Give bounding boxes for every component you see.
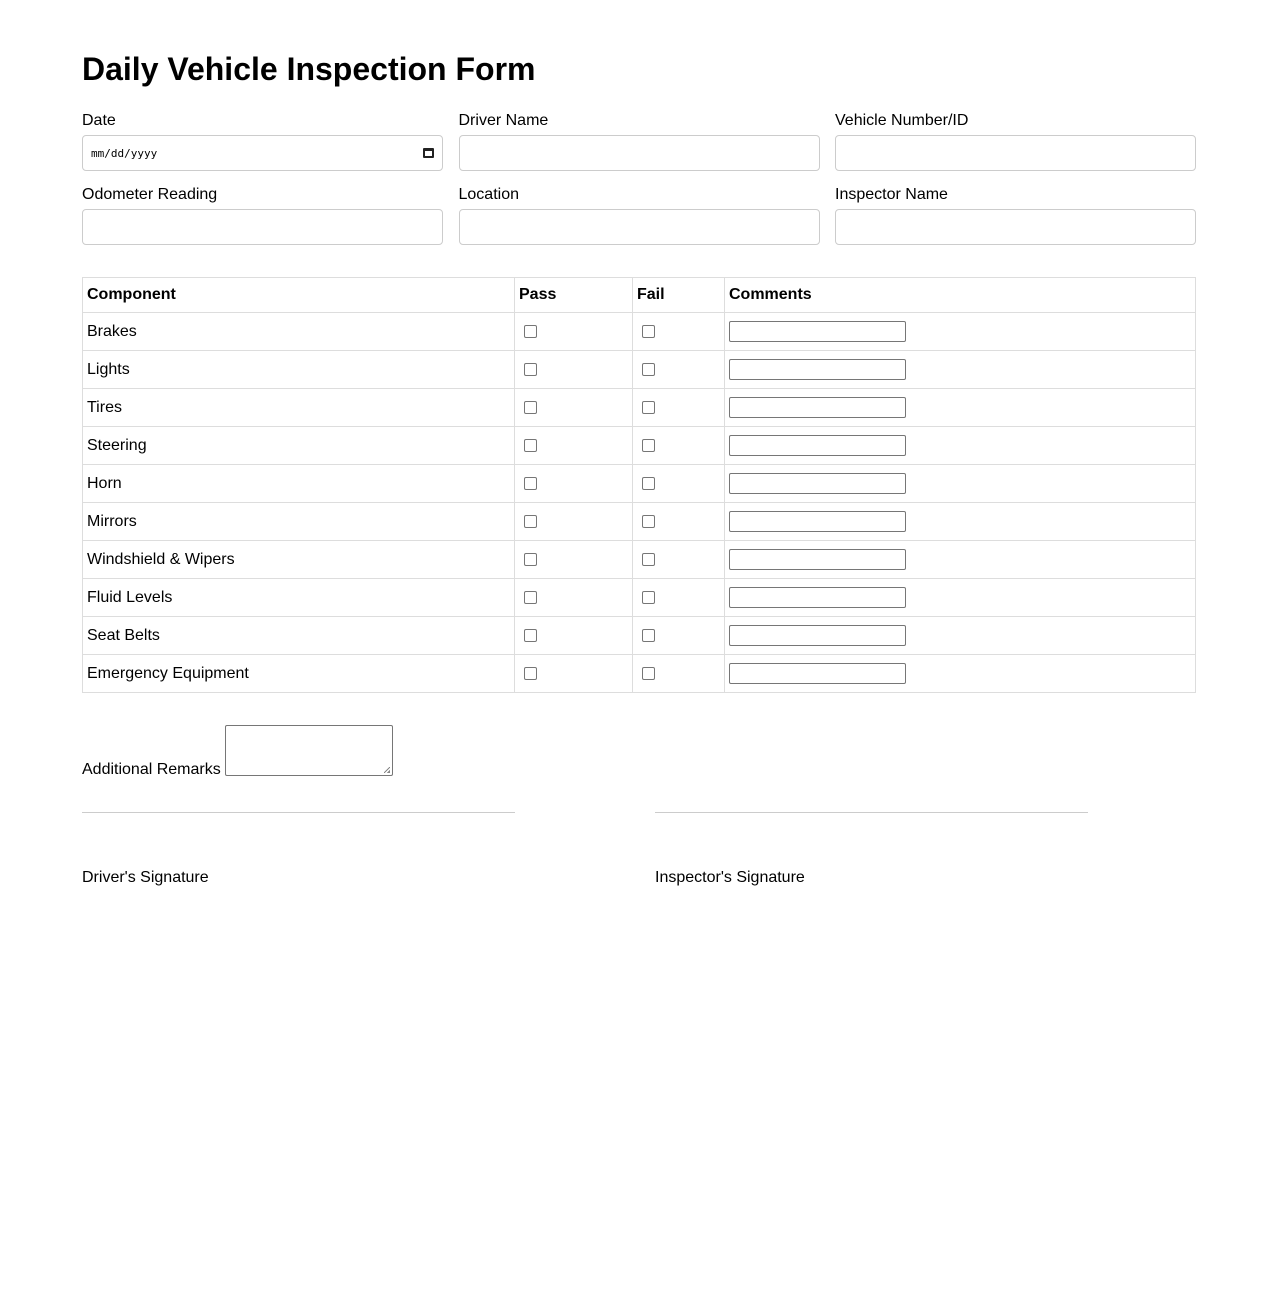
comment-input[interactable] [729, 359, 906, 380]
fail-checkbox[interactable] [642, 553, 655, 566]
date-label: Date [82, 112, 116, 129]
inspector-name-label: Inspector Name [835, 186, 948, 203]
comment-input[interactable] [729, 511, 906, 532]
table-row [83, 351, 1196, 389]
pass-cell [515, 465, 633, 503]
fail-cell [633, 465, 725, 503]
pass-cell [515, 655, 633, 693]
table-row [83, 503, 1196, 541]
pass-checkbox[interactable] [524, 325, 537, 338]
comment-input[interactable] [729, 663, 906, 684]
comments-cell [725, 313, 1196, 351]
table-row [83, 465, 1196, 503]
comments-cell [725, 465, 1196, 503]
component-name: Tires [83, 389, 515, 427]
pass-cell [515, 313, 633, 351]
inspector-signature-line[interactable] [655, 812, 1088, 892]
comment-input[interactable] [729, 473, 906, 494]
vehicle-number-id-input[interactable] [835, 135, 1196, 171]
pass-cell [515, 541, 633, 579]
comment-input[interactable] [729, 549, 906, 570]
component-name: Brakes [83, 313, 515, 351]
page-title: Daily Vehicle Inspection Form [82, 51, 536, 87]
field-date [82, 111, 443, 185]
comment-input[interactable] [729, 321, 906, 342]
pass-checkbox[interactable] [524, 515, 537, 528]
comment-input[interactable] [729, 587, 906, 608]
date-input[interactable] [82, 135, 443, 171]
comments-cell [725, 503, 1196, 541]
date-placeholder: mm/dd/yyyy [91, 146, 158, 160]
location-label: Location [458, 186, 519, 203]
comment-input[interactable] [729, 435, 906, 456]
pass-cell [515, 579, 633, 617]
fail-checkbox[interactable] [642, 477, 655, 490]
vehicle-number-id-label: Vehicle Number/ID [835, 112, 969, 129]
odometer-reading-input[interactable] [82, 209, 443, 245]
pass-checkbox[interactable] [524, 401, 537, 414]
pass-checkbox[interactable] [524, 363, 537, 376]
fail-checkbox[interactable] [642, 667, 655, 680]
header-component: Component [83, 278, 515, 313]
pass-cell [515, 427, 633, 465]
comments-cell [725, 541, 1196, 579]
comment-input[interactable] [729, 625, 906, 646]
comments-cell [725, 389, 1196, 427]
fail-cell [633, 541, 725, 579]
component-name: Fluid Levels [83, 579, 515, 617]
field-location [459, 185, 820, 259]
driver-signature-label: Driver's Signature [82, 869, 209, 886]
fail-cell [633, 503, 725, 541]
pass-checkbox[interactable] [524, 553, 537, 566]
comments-cell [725, 579, 1196, 617]
component-name: Emergency Equipment [83, 655, 515, 693]
component-name: Steering [83, 427, 515, 465]
pass-cell [515, 503, 633, 541]
pass-checkbox[interactable] [524, 477, 537, 490]
fail-cell [633, 617, 725, 655]
pass-checkbox[interactable] [524, 591, 537, 604]
header-pass: Pass [515, 278, 633, 313]
fail-cell [633, 389, 725, 427]
header-fail: Fail [633, 278, 725, 313]
component-name: Windshield & Wipers [83, 541, 515, 579]
table-row [83, 617, 1196, 655]
calendar-icon[interactable] [423, 148, 434, 158]
component-name: Lights [83, 351, 515, 389]
component-name: Mirrors [83, 503, 515, 541]
pass-checkbox[interactable] [524, 439, 537, 452]
fail-checkbox[interactable] [642, 363, 655, 376]
field-driver-name [459, 111, 820, 185]
odometer-reading-label: Odometer Reading [82, 186, 218, 203]
additional-remarks [82, 725, 393, 776]
table-row [83, 427, 1196, 465]
fail-checkbox[interactable] [642, 591, 655, 604]
pass-checkbox[interactable] [524, 629, 537, 642]
inspector-signature-label: Inspector's Signature [655, 869, 805, 886]
pass-checkbox[interactable] [524, 667, 537, 680]
driver-signature-line[interactable] [82, 812, 515, 892]
fail-checkbox[interactable] [642, 629, 655, 642]
table-row [83, 313, 1196, 351]
fail-checkbox[interactable] [642, 325, 655, 338]
comments-cell [725, 617, 1196, 655]
pass-cell [515, 389, 633, 427]
comment-input[interactable] [729, 397, 906, 418]
component-name: Horn [83, 465, 515, 503]
table-header-row [83, 278, 1196, 313]
field-vehicle-number-id [835, 111, 1196, 185]
remarks-textarea[interactable] [225, 725, 393, 776]
location-input[interactable] [459, 209, 820, 245]
table-row [83, 541, 1196, 579]
header-comments: Comments [725, 278, 1196, 313]
driver-name-input[interactable] [459, 135, 820, 171]
fail-checkbox[interactable] [642, 401, 655, 414]
comments-cell [725, 351, 1196, 389]
remarks-label: Additional Remarks [82, 761, 221, 778]
pass-cell [515, 617, 633, 655]
inspector-name-input[interactable] [835, 209, 1196, 245]
fail-cell [633, 351, 725, 389]
field-inspector-name [835, 185, 1196, 259]
table-row [83, 579, 1196, 617]
table-row [83, 655, 1196, 693]
fail-cell [633, 655, 725, 693]
fail-cell [633, 427, 725, 465]
pass-cell [515, 351, 633, 389]
table-row [83, 389, 1196, 427]
component-name: Seat Belts [83, 617, 515, 655]
driver-name-label: Driver Name [458, 112, 549, 129]
fail-cell [633, 313, 725, 351]
fail-checkbox[interactable] [642, 515, 655, 528]
header-fields [82, 111, 1196, 259]
comments-cell [725, 655, 1196, 693]
inspection-table [82, 277, 1196, 693]
fail-checkbox[interactable] [642, 439, 655, 452]
comments-cell [725, 427, 1196, 465]
field-odometer-reading [82, 185, 443, 259]
fail-cell [633, 579, 725, 617]
